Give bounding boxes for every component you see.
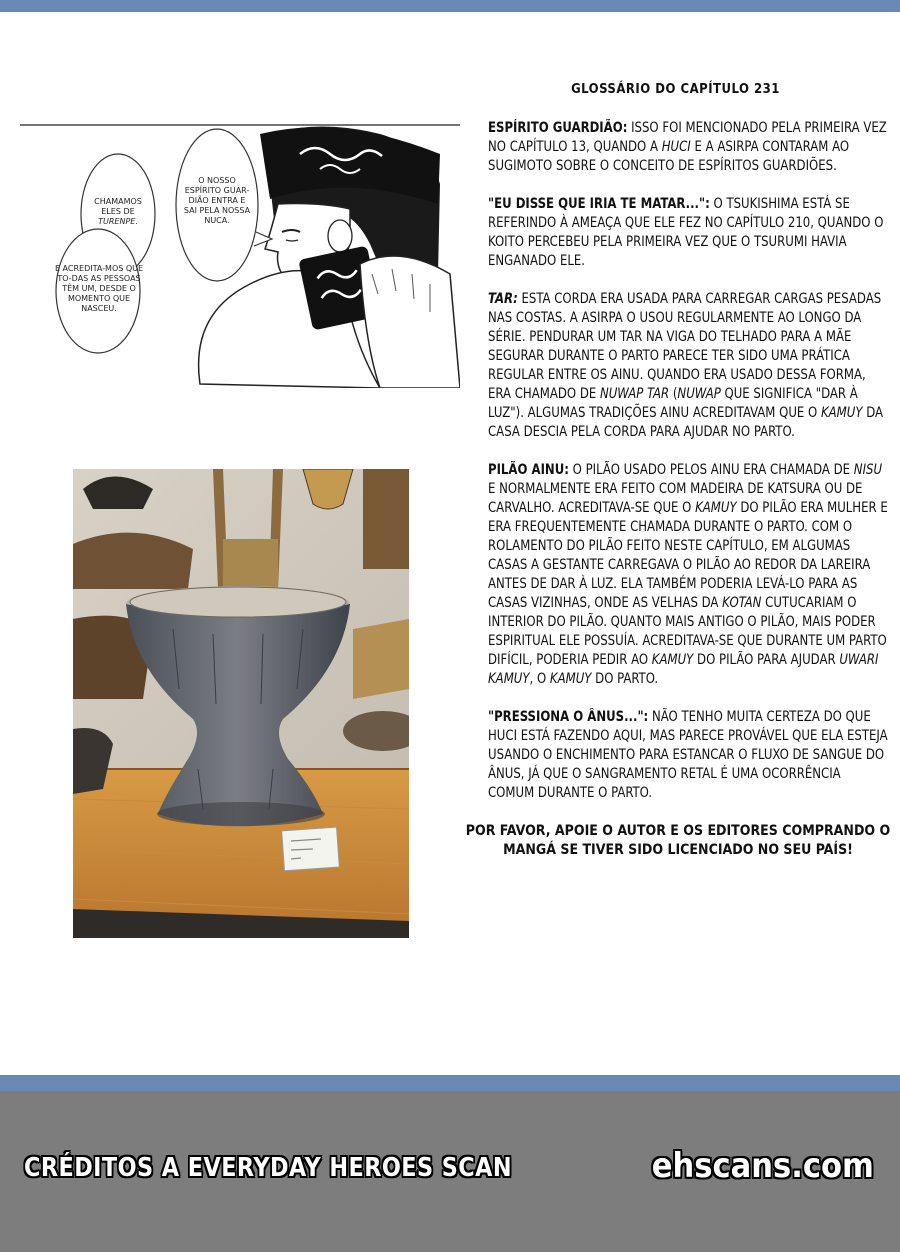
scan-site-link[interactable]: ehscans.com — [651, 1146, 874, 1186]
glossary-entry-espirito-guardiao: ESPÍRITO GUARDIÃO: ISSO FOI MENCIONADO PELA PRIMEIRA VEZ NO CAPÍTULO 13, QUANDO A HUCI E A ASIRPA CONTARAM AO SUGIMOTO SOBRE O CONCEITO DE ESPÍRITOS GUARDIÕES. — [488, 120, 887, 174]
speech-bubble-2: CHAMAMOS ELES DE TURENPE. — [94, 197, 142, 226]
glossary-entry-te-matar: "EU DISSE QUE IRIA TE MATAR...": O TSUKISHIMA ESTÁ SE REFERINDO À AMEAÇA QUE ELE FEZ NO CAPÍTULO 210, QUANDO O KOITO PERCEBEU PELA PRIMEIRA VEZ QUE O TSURUMI HAVIA ENGANADO ELE. — [488, 196, 884, 269]
support-author-note: POR FAVOR, APOIE O AUTOR E OS EDITORES COMPRANDO O MANGÁ SE TIVER SIDO LICENCIADO NO SEU PAÍS! — [465, 823, 891, 858]
glossary-entry-pressiona: "PRESSIONA O ÂNUS...": NÃO TENHO MUITA CERTEZA DO QUE HUCI ESTÁ FAZENDO AQUI, MAS PARECE PROVÁVEL QUE ELA ESTEJA USANDO O ENCHIMENTO PARA ESTANCAR O FLUXO DE SANGUE DO ÂNUS, JÁ QUE O SANGRAMENTO RETAL É UMA OCORRÊNCIA COMUM DURANTE O PARTO. — [488, 709, 888, 801]
footer-color-band — [0, 1075, 900, 1091]
glossary — [465, 80, 891, 860]
manga-panel — [20, 124, 460, 388]
glossary-title: GLOSSÁRIO DO CAPÍTULO 231 — [571, 82, 780, 97]
glossary-entry-tar: TAR: ESTA CORDA ERA USADA PARA CARREGAR CARGAS PESADAS NAS COSTAS. A ASIRPA O USOU REGULARMENTE AO LONGO DA SÉRIE. PENDURAR UM TAR NA VIGA DO TELHADO PARA A MÃE SEGURAR DURANTE O PARTO PARECE TER SIDO UMA PRÁTICA REGULAR ENTRE OS AINU. QUANDO ERA USADO DESSA FORMA, ERA CHAMADO DE NUWAP TAR (NUWAP QUE SIGNIFICA "DAR À LUZ"). ALGUMAS TRADIÇÕES AINU ACREDITAVAM QUE O KAMUY DA CASA DESCIA PELA CORDA PARA AJUDAR NO PARTO. — [488, 291, 884, 440]
top-color-band — [0, 0, 900, 12]
ainu-mortar-photo — [73, 469, 409, 938]
manga-panel-art — [20, 124, 460, 388]
speech-bubble-1: O NOSSO ESPÍRITO GUAR-DIÃO ENTRA E SAI PELA NOSSA NUCA. — [183, 176, 251, 225]
footer — [0, 1091, 900, 1252]
scan-credit: CRÉDITOS A EVERYDAY HEROES SCAN — [24, 1153, 513, 1183]
speech-bubble-3: E ACREDITA-MOS QUE TO-DAS AS PESSOAS TÊM UM, DESDE O MOMENTO QUE NASCEU. — [54, 264, 144, 313]
glossary-entry-pilao-ainu: PILÃO AINU: O PILÃO USADO PELOS AINU ERA CHAMADA DE NISU E NORMALMENTE ERA FEITO COM MADEIRA DE KATSURA OU DE CARVALHO. ACREDITAVA-SE QUE O KAMUY DO PILÃO ERA MULHER E ERA FREQUENTEMENTE CHAMADA DURANTE O PARTO. COM O ROLAMENTO DO PILÃO FEITO NESTE CAPÍTULO, EM ALGUMAS CASAS A GESTANTE CARREGAVA O PILÃO AO REDOR DA LAREIRA ANTES DE DAR À LUZ. ELA TAMBÉM PODERIA LEVÁ-LO PARA AS CASAS VIZINHAS, ONDE AS VELHAS DA KOTAN CUTUCARIAM O INTERIOR DO PILÃO. QUANTO MAIS ANTIGO O PILÃO, MAIS PODER ESPIRITUAL ELE POSSUÍA. ACREDITAVA-SE QUE DURANTE UM PARTO DIFÍCIL, PODERIA PEDIR AO KAMUY DO PILÃO PARA AJUDAR UWARI KAMUY, O KAMUY DO PARTO. — [488, 462, 888, 687]
